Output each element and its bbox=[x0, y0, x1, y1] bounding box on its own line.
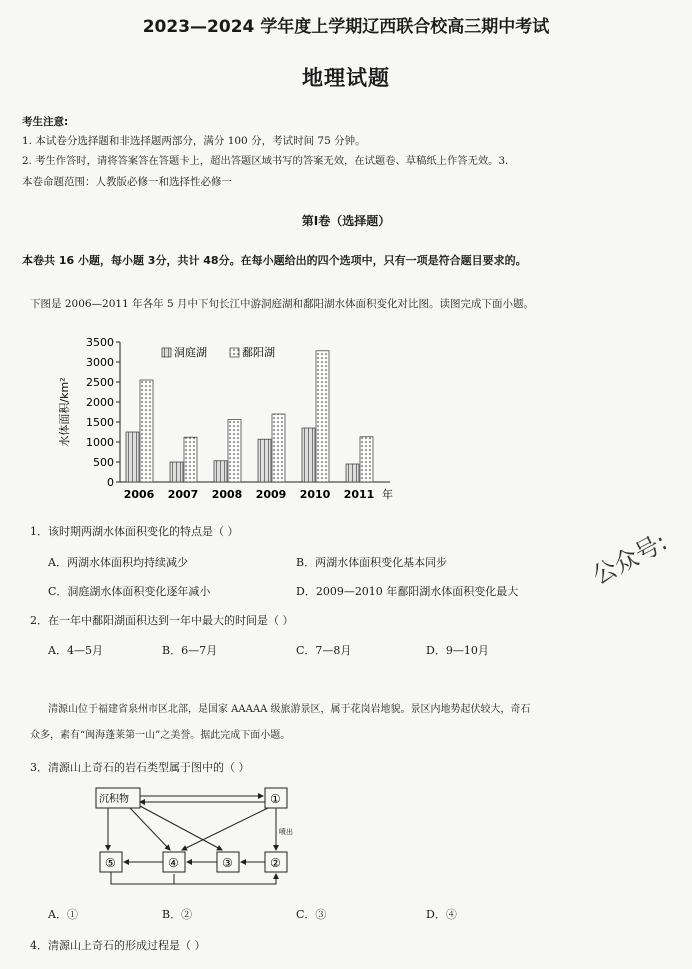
passage-2-line-2: 众多，素有“闽海蓬莱第一山”之美誉。据此完成下面小题。 bbox=[30, 730, 291, 741]
watermark-text: 公众号: bbox=[587, 527, 672, 591]
legend-swatch-poyang bbox=[230, 348, 239, 357]
passage-2-line-1: 清源山位于福建省泉州市区北部，是国家 AAAAA 级旅游景区，属于花岗岩地貌。景区内地势起伏较大，奇石 bbox=[48, 704, 531, 715]
bar-poyang-2007 bbox=[184, 437, 197, 482]
section-intro: 本卷共 16 小题，每小题 3分，共计 48分。在每小题给出的四个选项中，只有一项是符合题目要求的。 bbox=[22, 254, 527, 267]
y-tick-label: 2000 bbox=[86, 396, 114, 409]
y-tick-label: 3500 bbox=[86, 336, 114, 349]
bar-dongting-2006 bbox=[126, 432, 139, 482]
q1-option-d[interactable]: D．2009—2010 年鄱阳湖水体面积变化最大 bbox=[296, 585, 519, 598]
legend-label-dongting: 洞庭湖 bbox=[174, 346, 207, 359]
bar-poyang-2009 bbox=[272, 414, 285, 482]
q2-option-b[interactable]: B．6—7月 bbox=[162, 644, 218, 657]
y-tick-label: 500 bbox=[93, 456, 114, 469]
notice-heading: 考生注意: bbox=[22, 116, 69, 128]
y-axis-label: 水体面积/km² bbox=[58, 377, 71, 447]
x-tick-label: 2006 bbox=[123, 488, 155, 501]
y-tick-label: 3000 bbox=[86, 356, 114, 369]
q1-option-a[interactable]: A．两湖水体面积均持续减少 bbox=[48, 556, 188, 569]
y-tick-label: 1500 bbox=[86, 416, 114, 429]
q1-option-c[interactable]: C．洞庭湖水体面积变化逐年减小 bbox=[48, 585, 211, 598]
bar-poyang-2010 bbox=[316, 351, 329, 482]
q2-option-d[interactable]: D．9—10月 bbox=[426, 644, 489, 657]
q3-option-a[interactable]: A．① bbox=[48, 908, 78, 921]
notice-line-2: 2. 考生作答时，请将答案答在答题卡上，超出答题区域书写的答案无效，在试题卷、草稿纸上作答无效。3. bbox=[22, 155, 509, 167]
legend-swatch-dongting bbox=[162, 348, 171, 357]
node-2-label: ② bbox=[270, 856, 281, 870]
subject-title: 地理试题 bbox=[302, 66, 390, 90]
q2-option-a[interactable]: A．4—5月 bbox=[48, 644, 103, 657]
notice-line-3: 本卷命题范围：人教版必修一和选择性必修一 bbox=[22, 176, 232, 188]
passage-1: 下图是 2006—2011 年各年 5 月中下旬长江中游洞庭湖和鄱阳湖水体面积变化对比图。读图完成下面小题。 bbox=[30, 298, 534, 310]
x-axis-unit: 年 bbox=[382, 488, 393, 501]
notice-line-1: 1. 本试卷分选择题和非选择题两部分，满分 100 分，考试时间 75 分钟。 bbox=[22, 135, 366, 147]
q3-option-b[interactable]: B．② bbox=[162, 908, 193, 921]
question-3-stem: 3．清源山上奇石的岩石类型属于图中的（ ） bbox=[30, 761, 250, 774]
eruption-label: 喷出 bbox=[279, 828, 293, 836]
node-4-label: ④ bbox=[168, 856, 179, 870]
x-tick-label: 2008 bbox=[211, 488, 243, 501]
bar-poyang-2006 bbox=[140, 380, 153, 482]
bar-poyang-2008 bbox=[228, 420, 241, 482]
node-3-label: ③ bbox=[222, 856, 233, 870]
x-tick-label: 2007 bbox=[167, 488, 199, 501]
bar-dongting-2009 bbox=[258, 439, 271, 482]
rock-cycle-diagram bbox=[90, 782, 300, 892]
q1-option-b[interactable]: B．两湖水体面积变化基本同步 bbox=[296, 556, 448, 569]
q3-option-c[interactable]: C．③ bbox=[296, 908, 327, 921]
node-1-label: ① bbox=[270, 792, 281, 806]
bar-dongting-2007 bbox=[170, 462, 183, 482]
question-2-stem: 2．在一年中鄱阳湖面积达到一年中最大的时间是（ ） bbox=[30, 614, 294, 627]
q2-option-c[interactable]: C．7—8月 bbox=[296, 644, 352, 657]
bar-dongting-2008 bbox=[214, 461, 227, 482]
question-4-stem: 4．清源山上奇石的形成过程是（ ） bbox=[30, 939, 206, 952]
q3-option-d[interactable]: D．④ bbox=[426, 908, 457, 921]
bar-dongting-2010 bbox=[302, 428, 315, 482]
x-tick-label: 2011 bbox=[343, 488, 375, 501]
lake-area-bar-chart bbox=[60, 332, 400, 507]
y-tick-label: 0 bbox=[107, 476, 114, 489]
y-tick-label: 1000 bbox=[86, 436, 114, 449]
exam-title: 2023—2024 学年度上学期辽西联合校高三期中考试 bbox=[142, 17, 550, 37]
legend-label-poyang: 鄱阳湖 bbox=[242, 346, 275, 359]
node-5-label: ⑤ bbox=[105, 856, 116, 870]
sediment-label: 沉积物 bbox=[99, 794, 129, 805]
bar-dongting-2011 bbox=[346, 464, 359, 482]
section-title: 第Ⅰ卷（选择题） bbox=[301, 214, 391, 228]
y-tick-label: 2500 bbox=[86, 376, 114, 389]
x-tick-label: 2010 bbox=[299, 488, 331, 501]
question-1-stem: 1．该时期两湖水体面积变化的特点是（ ） bbox=[30, 525, 239, 538]
x-tick-label: 2009 bbox=[255, 488, 287, 501]
bar-poyang-2011 bbox=[360, 437, 373, 482]
